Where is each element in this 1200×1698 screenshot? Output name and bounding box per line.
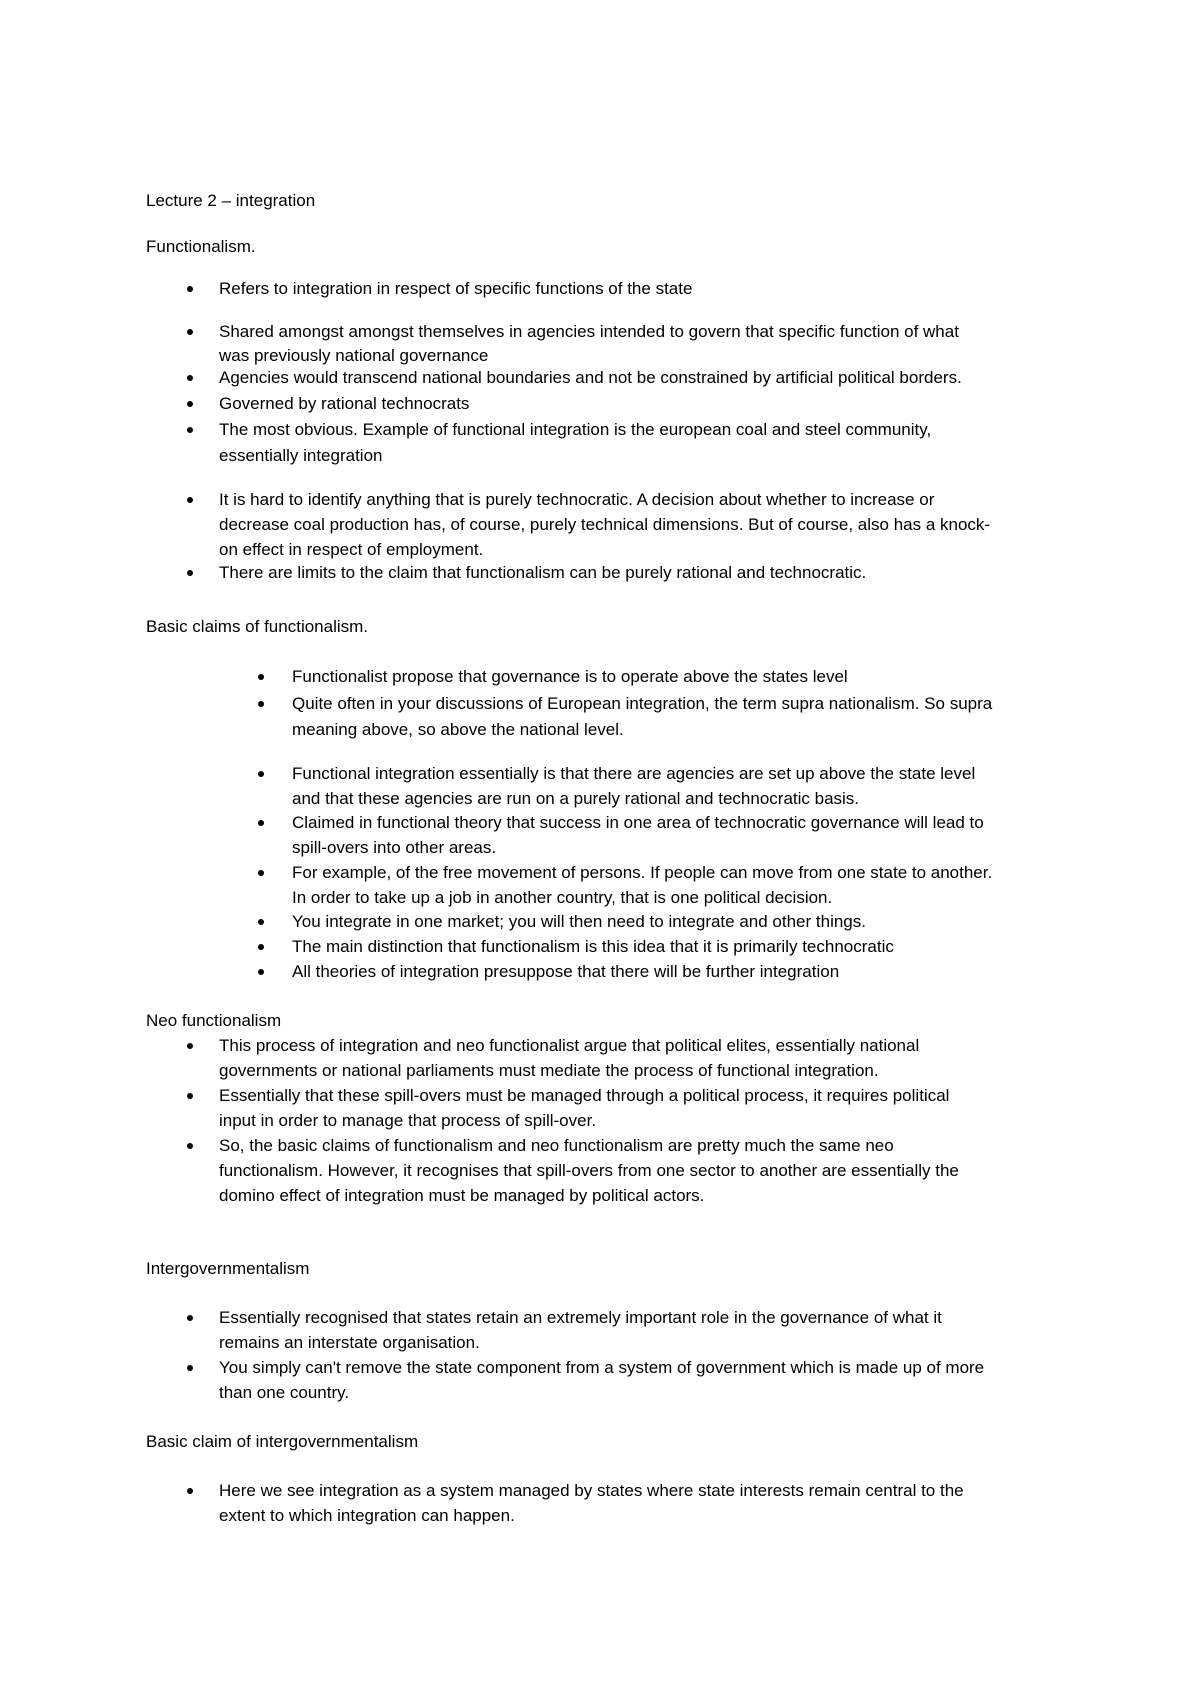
list-item-text: Refers to integration in respect of specific functions of the state — [219, 279, 693, 298]
list-item-text: on effect in respect of employment. — [219, 540, 484, 559]
bullet-icon — [187, 1093, 193, 1099]
list-item-text: Essentially recognised that states retain an extremely important role in the governance of what it — [219, 1308, 942, 1327]
list-item-text: Shared amongst amongst themselves in agencies intended to govern that specific function of what — [219, 322, 959, 341]
bullet-icon — [258, 701, 264, 707]
bullet-icon — [187, 1143, 193, 1149]
bullet-icon — [187, 497, 193, 503]
bullet-icon — [258, 919, 264, 925]
list-item-text: domino effect of integration must be managed by political actors. — [219, 1186, 705, 1205]
bullet-icon — [258, 674, 264, 680]
bullet-icon — [187, 570, 193, 576]
section-heading-intergovernmentalism: Intergovernmentalism — [146, 1259, 310, 1278]
list-item-text: Agencies would transcend national boundaries and not be constrained by artificial political borders. — [219, 368, 962, 387]
bullet-icon — [187, 1365, 193, 1371]
list-item-text: essentially integration — [219, 446, 383, 465]
list-item-text: spill-overs into other areas. — [292, 838, 497, 857]
bullet-icon — [258, 944, 264, 950]
list-item-text: You integrate in one market; you will then need to integrate and other things. — [292, 912, 866, 931]
document-title: Lecture 2 – integration — [146, 191, 316, 210]
list-item-text: than one country. — [219, 1383, 350, 1402]
section-heading-functionalism: Functionalism. — [146, 237, 256, 256]
section-heading-basic-claim-intergov: Basic claim of intergovernmentalism — [146, 1432, 419, 1451]
bullet-icon — [187, 427, 193, 433]
section-heading-neo-functionalism: Neo functionalism — [146, 1011, 282, 1030]
list-item-text: governments or national parliaments must mediate the process of functional integration. — [219, 1061, 879, 1080]
list-item-text: This process of integration and neo functionalist argue that political elites, essentially national — [219, 1036, 920, 1055]
list-item-text: Functional integration essentially is that there are agencies are set up above the state level — [292, 764, 976, 783]
section-heading-basic-claims: Basic claims of functionalism. — [146, 617, 369, 636]
list-item-text: So, the basic claims of functionalism and neo functionalism are pretty much the same neo — [219, 1136, 894, 1155]
bullet-icon — [187, 401, 193, 407]
bullet-icon — [187, 1488, 193, 1494]
list-item-text: In order to take up a job in another country, that is one political decision. — [292, 888, 833, 907]
list-item-text: All theories of integration presuppose that there will be further integration — [292, 962, 840, 981]
list-item-text: was previously national governance — [219, 346, 489, 365]
list-item-text: meaning above, so above the national level. — [292, 720, 624, 739]
bullet-icon — [258, 969, 264, 975]
list-item-text: input in order to manage that process of spill-over. — [219, 1111, 597, 1130]
bullet-icon — [258, 771, 264, 777]
list-item-text: Essentially that these spill-overs must be managed through a political process, it requires political — [219, 1086, 950, 1105]
list-item-text: functionalism. However, it recognises that spill-overs from one sector to another are essentially the — [219, 1161, 959, 1180]
bullet-icon — [187, 1043, 193, 1049]
bullet-icon — [187, 286, 193, 292]
list-item-text: Quite often in your discussions of European integration, the term supra nationalism. So supra — [292, 694, 993, 713]
list-item-text: and that these agencies are run on a purely rational and technocratic basis. — [292, 789, 860, 808]
list-item-text: It is hard to identify anything that is purely technocratic. A decision about whether to increase or — [219, 490, 935, 509]
bullet-icon — [187, 375, 193, 381]
list-item-text: decrease coal production has, of course, purely technical dimensions. But of course, also has a knock- — [219, 515, 991, 534]
bullet-icon — [187, 329, 193, 335]
bullet-icon — [258, 820, 264, 826]
list-item-text: You simply can't remove the state component from a system of government which is made up of more — [219, 1358, 985, 1377]
list-item-text: remains an interstate organisation. — [219, 1333, 480, 1352]
list-item-text: Governed by rational technocrats — [219, 394, 470, 413]
list-item-text: For example, of the free movement of persons. If people can move from one state to another. — [292, 863, 993, 882]
bullet-icon — [187, 1315, 193, 1321]
list-item-text: There are limits to the claim that functionalism can be purely rational and technocratic. — [219, 563, 867, 582]
list-item-text: Functionalist propose that governance is to operate above the states level — [292, 667, 848, 686]
list-item-text: The main distinction that functionalism is this idea that it is primarily technocratic — [292, 937, 894, 956]
bullet-icon — [258, 870, 264, 876]
list-item-text: Here we see integration as a system managed by states where state interests remain central to the — [219, 1481, 964, 1500]
list-item-text: Claimed in functional theory that success in one area of technocratic governance will lead to — [292, 813, 984, 832]
list-item-text: extent to which integration can happen. — [219, 1506, 515, 1525]
list-item-text: The most obvious. Example of functional integration is the european coal and steel community, — [219, 420, 932, 439]
